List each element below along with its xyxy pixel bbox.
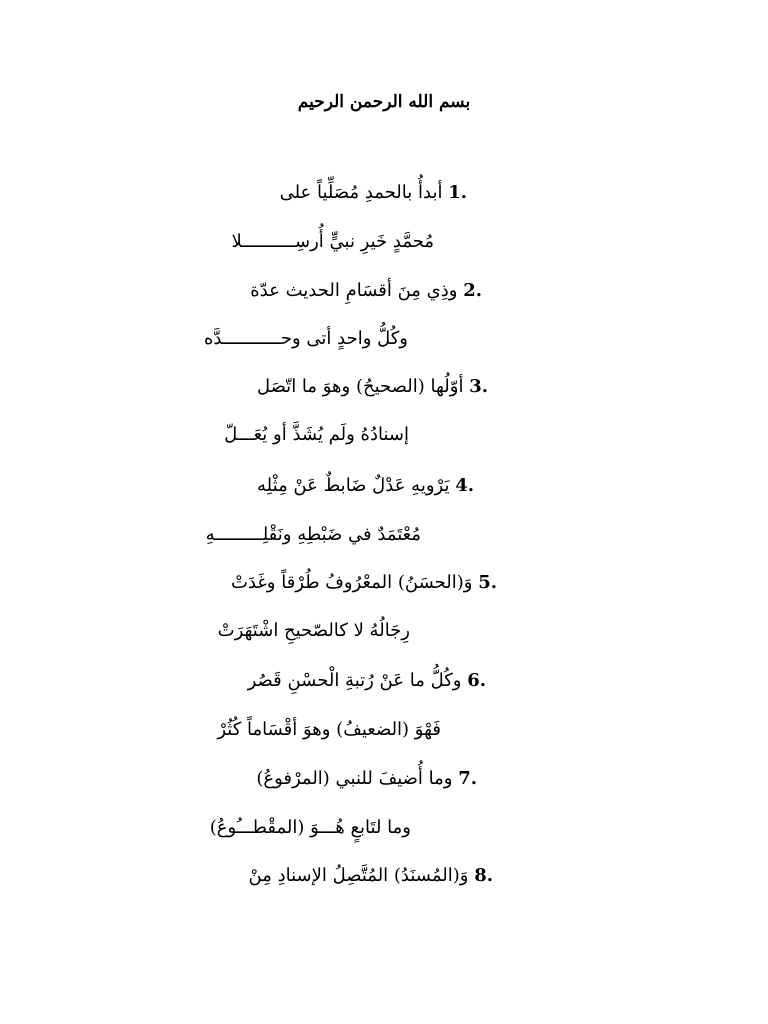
verse-8-first-hemistich [249, 867, 493, 885]
verse-3-second-hemistich: إسنادُهُ ولَم يُشَذَّ أو يُعَـــلّ [224, 424, 409, 445]
verse-number: 6. [467, 670, 486, 691]
verse-1-second-hemistich: مُحمَّدٍ خَيرِ نبيٍّ أُرسِــــــــــلا [231, 231, 434, 252]
verse-2-first-hemistich [250, 282, 482, 300]
verse-4-second-hemistich: مُعْتَمَدٌ في ضَبْطِهِ ونَقْلِـــــــــهِ [205, 524, 421, 545]
verse-text: وذِي مِنَ أقسَامِ الحديث عدّة [250, 280, 458, 301]
verse-number: 5. [478, 572, 497, 593]
basmala-heading: بسم الله الرحمن الرحيم [297, 92, 471, 112]
verse-4-first-hemistich [257, 477, 474, 495]
verse-number: 7. [458, 768, 477, 789]
verse-6-second-hemistich: فَهْوَ (الضعيفُ) وهوَ أقْسَاماً كُثُرْ [217, 719, 441, 740]
verse-6-first-hemistich [248, 672, 486, 690]
verse-5-second-hemistich: رِجَالُهُ لا كالصّحيحِ اشْتَهَرَتْ [217, 620, 410, 641]
verse-2-second-hemistich: وكُلُّ واحدٍ أتى وحـــــــــــدَّه [203, 328, 408, 349]
verse-1-first-hemistich [280, 184, 467, 202]
verse-number: 3. [469, 376, 488, 397]
verse-text: أوّلُها (الصحيحُ) وهوَ ما اتّصَل [256, 376, 464, 397]
verse-text: وكُلُّ ما عَنْ رُتبةِ الْحسْنِ قَصُر [247, 670, 462, 691]
verse-text: أبدأُ بالحمدِ مُصَلِّياً على [279, 182, 443, 203]
verse-7-first-hemistich [256, 770, 477, 788]
verse-text: وَ(الحسَنُ) المعْرُوفُ طُرْقاً وغَدَتْ [230, 572, 473, 593]
verse-number: 8. [474, 865, 493, 886]
verse-number: 2. [463, 280, 482, 301]
verse-3-first-hemistich [257, 378, 488, 396]
verse-number: 1. [448, 182, 467, 203]
verse-7-second-hemistich: وما لتَابعٍ هُـــوَ (المقْطـــُوعُ) [209, 817, 411, 838]
verse-text: وَ(المُسنَدُ) المُتَّصِلُ الإسنادِ مِنْ [248, 865, 469, 886]
verse-text: وما أُضيفَ للنبي (المرْفوعُ) [256, 768, 453, 789]
verse-5-first-hemistich [231, 574, 497, 592]
verse-text: يَرْويهِ عَدْلٌ ضَابطٌ عَنْ مِثْلِه [257, 475, 450, 496]
verse-number: 4. [455, 475, 474, 496]
